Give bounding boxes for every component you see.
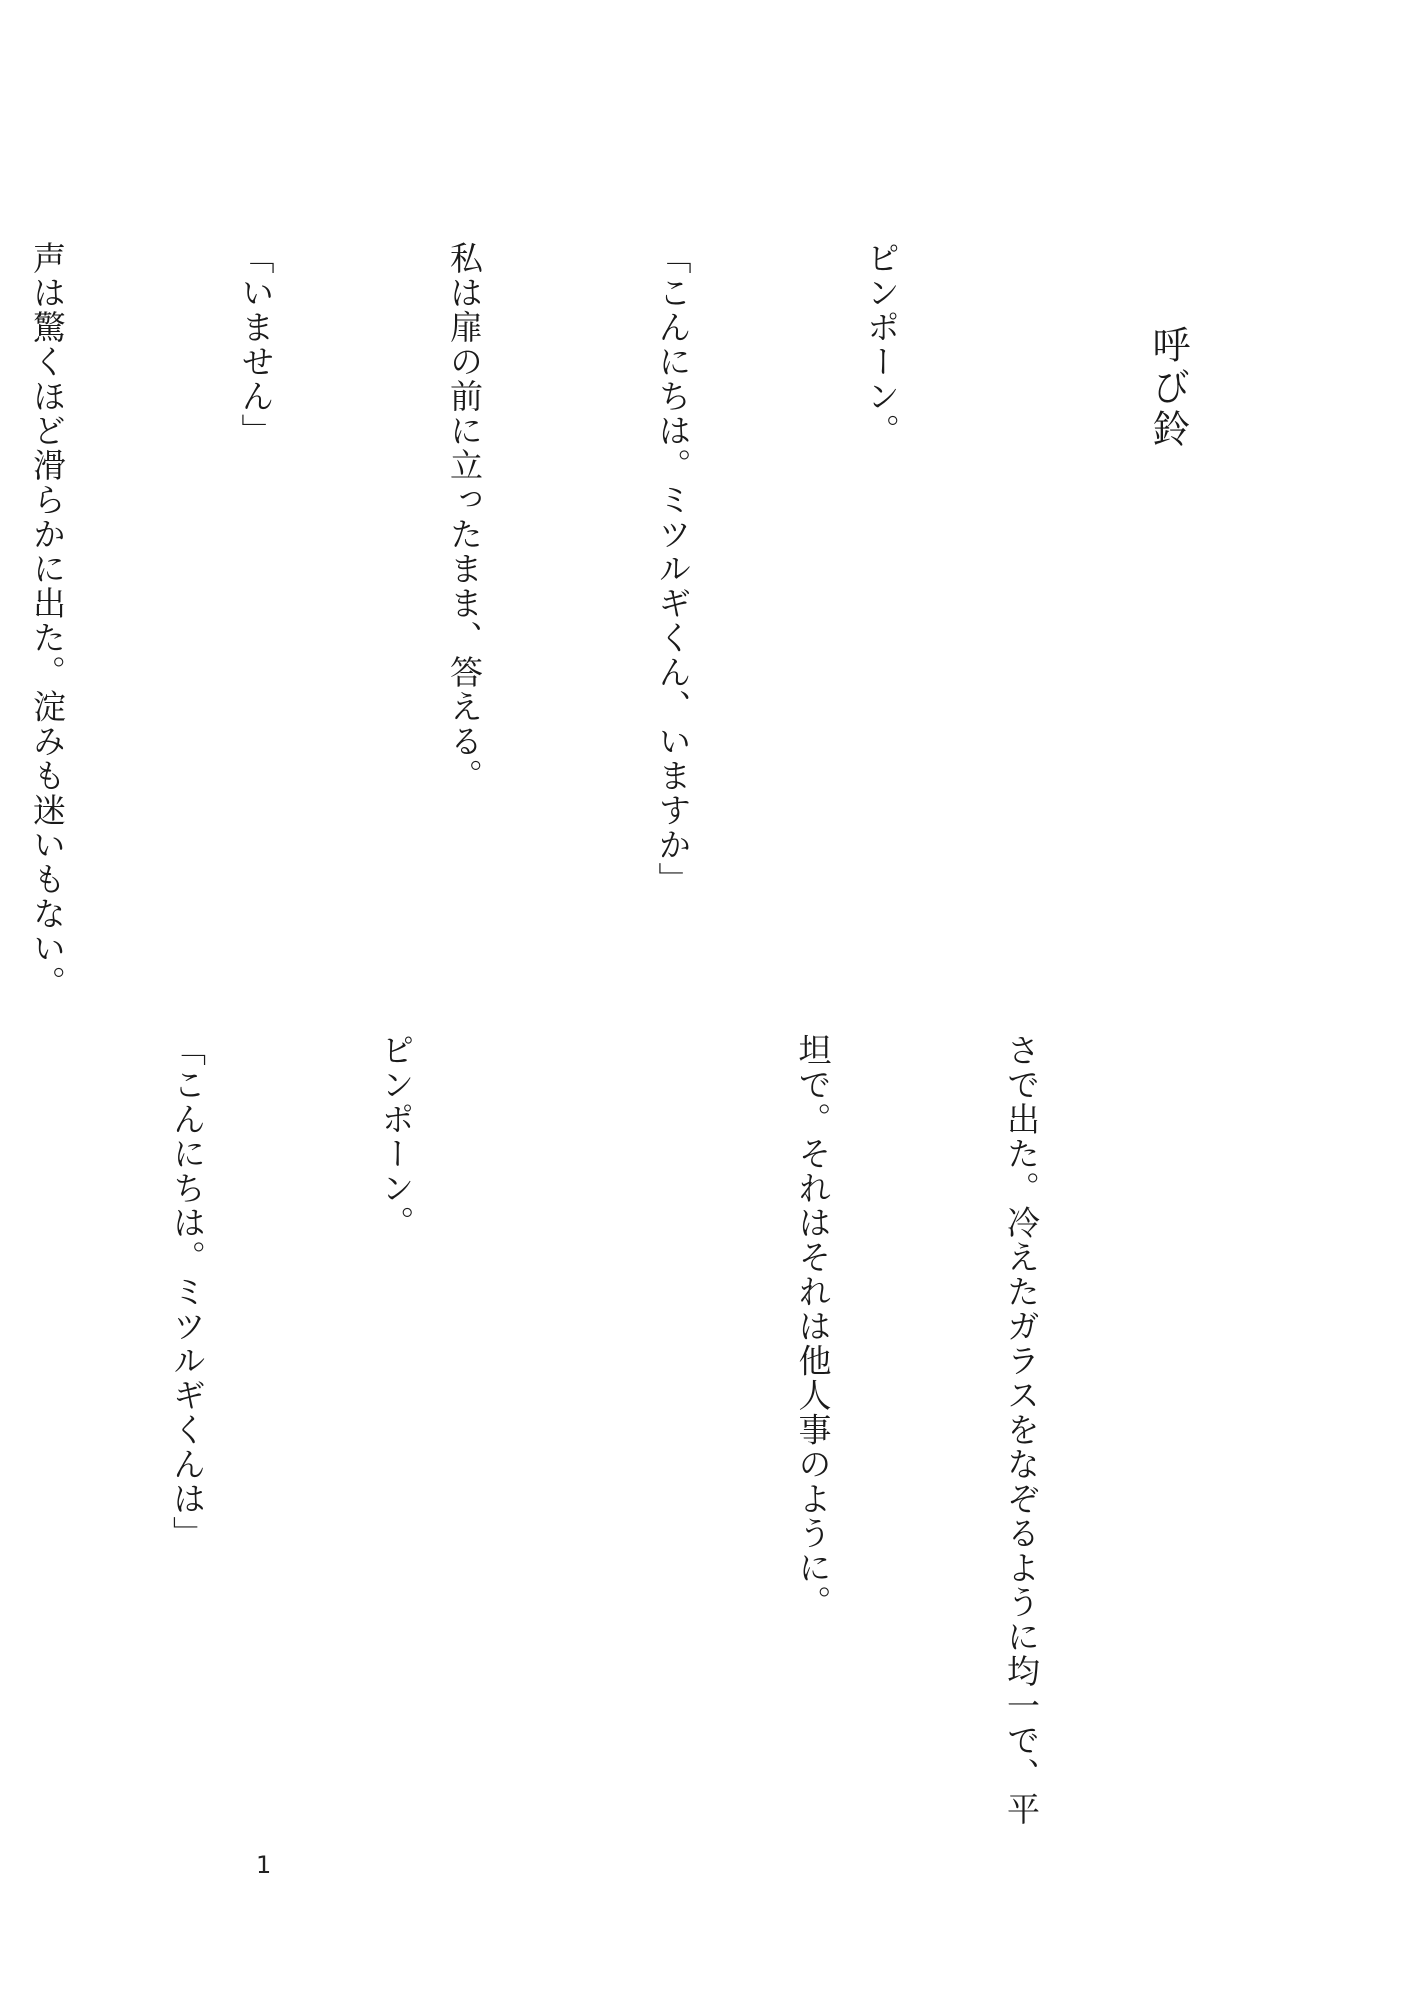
page-number: 1 (256, 1851, 272, 1879)
text-line: ピンポーン。 (862, 241, 901, 448)
text-line: 私は扉の前に立ったまま、答える。 (445, 241, 484, 793)
text-line (0, 1033, 14, 1863)
text-line: 坦で。それはそれは他人事のように。 (793, 1033, 833, 1620)
text-block-top (0, 241, 1055, 1000)
text-block-bottom (0, 1033, 1195, 1863)
text-line: さで出た。冷えたガラスをなぞるように均一で、平 (1002, 1033, 1041, 1827)
blank-line (570, 1033, 640, 1863)
story-title: 呼び鈴 (1146, 325, 1190, 451)
text-line: 「こんにちは。ミツルギくんは」 (168, 1033, 207, 1551)
text-line: 声は驚くほど滑らかに出た。淀みも迷いもない。 (28, 241, 67, 1000)
text-line: ピンポーン。 (376, 1033, 416, 1240)
text-line: 「こんにちは。ミツルギくん、いますか」 (653, 241, 693, 897)
text-line: 「いません」 (236, 241, 276, 448)
